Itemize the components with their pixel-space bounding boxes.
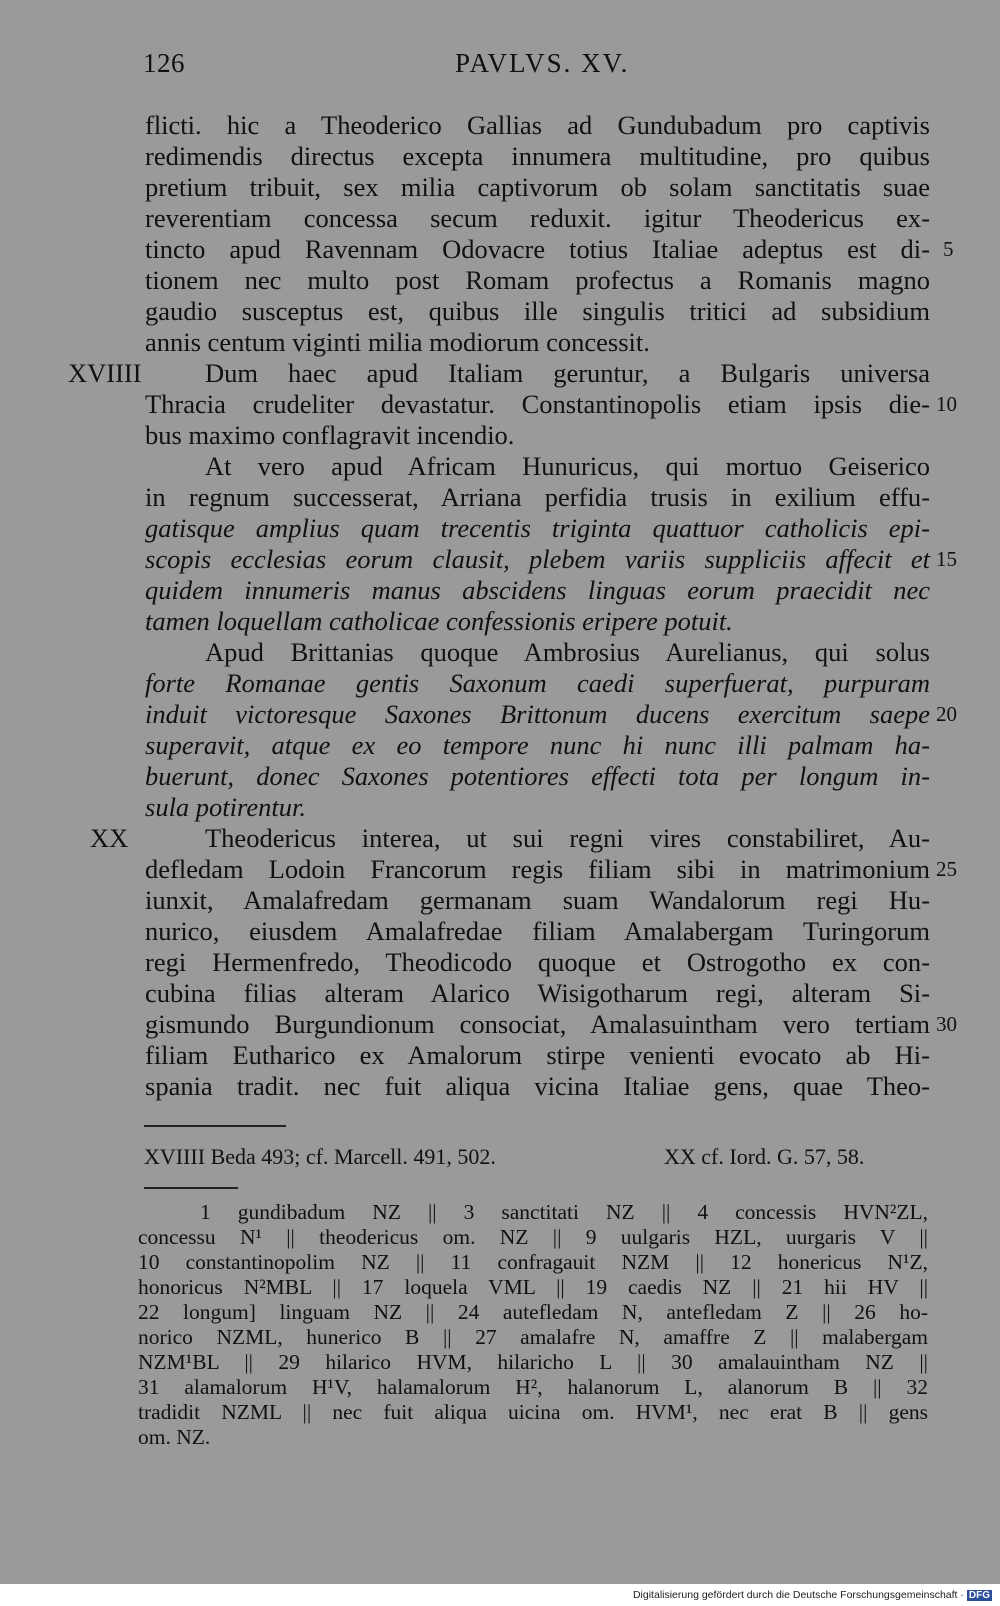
text-line: scopis ecclesias eorum clausit, plebem variis suppliciis affecit et [145,544,930,574]
text-line: in regnum successerat, Arriana perfidia trusis in exilium effu- [145,482,930,512]
text-line: flicti. hic a Theoderico Gallias ad Gundubadum pro captivis [145,110,930,140]
apparatus-line: 10 constantinopolim NZ || 11 confragauit NZM || 12 honericus N¹Z, [138,1250,928,1274]
text-line: gaudio susceptus est, quibus ille singulis tritici ad subsidium [145,296,930,326]
text-line: Apud Brittanias quoque Ambrosius Aurelianus, qui solus [205,637,930,667]
page-number: 126 [143,48,185,78]
text-line: Theodericus interea, ut sui regni vires constabiliret, Au- [205,823,930,853]
apparatus-line: norico NZML, hunerico B || 27 amalafre N, amaffre Z || malabergam [138,1325,928,1349]
line-number: 30 [936,1012,957,1036]
apparatus-line: om. NZ. [138,1425,211,1449]
text-line: filiam Eutharico ex Amalorum stirpe venienti evocato ab Hi- [145,1040,930,1070]
text-line: buerunt, donec Saxones potentiores effecti tota per longum in- [145,761,930,791]
text-line: redimendis directus excepta innumera multitudine, pro quibus [145,141,930,171]
text-line: quidem innumeris manus abscidens linguas eorum praecidit nec [145,575,930,605]
text-line: gatisque amplius quam trecentis triginta quattuor catholicis epi- [145,513,930,543]
text-line: regi Hermenfredo, Theodicodo quoque et Ostrogotho ex con- [145,947,930,977]
line-number: 25 [936,857,957,881]
line-number: 5 [943,237,954,261]
line-number: 20 [936,702,957,726]
chapter-mark: XX [90,823,129,853]
text-line: iunxit, Amalafredam germanam suam Wandalorum regi Hu- [145,885,930,915]
apparatus-line: NZM¹BL || 29 hilarico HVM, hilaricho L || 30 amalauintham NZ || [138,1350,928,1374]
chapter-mark: XVIIII [68,358,142,388]
apparatus-line: 31 alamalorum H¹V, halamalorum H², halanorum L, alanorum B || 32 [138,1375,928,1399]
line-number: 10 [936,392,957,416]
apparatus-line: tradidit NZML || nec fuit aliqua uicina om. HVM¹, nec erat B || gens [138,1400,928,1424]
text-line: tincto apud Ravennam Odovacre totius Italiae adeptus est di- [145,234,930,264]
footer-text: Digitalisierung gefördert durch die Deutsche Forschungsgemeinschaft · [632,1589,964,1601]
text-line: nurico, eiusdem Amalafredae filiam Amalabergam Turingorum [145,916,930,946]
dfg-logo: DFG [968,1590,990,1601]
divider [144,1125,286,1127]
text-line: sula potirentur. [145,792,306,822]
text-line: defledam Lodoin Francorum regis filiam sibi in matrimonium [145,854,930,884]
apparatus-line: concessu N¹ || theodericus om. NZ || 9 uulgaris HZL, uurgaris V || [138,1225,928,1249]
text-line: tamen loquellam catholicae confessionis eripere potuit. [145,606,733,636]
source-references [144,1144,928,1170]
funding-footer [633,1589,992,1601]
text-line: pretium tribuit, sex milia captivorum ob solam sanctitatis suae [145,172,930,202]
text-line: At vero apud Africam Hunuricus, qui mortuo Geiserico [205,451,930,481]
text-line: cubina filias alteram Alarico Wisigotharum regi, alteram Si- [145,978,930,1008]
text-line: gismundo Burgundionum consociat, Amalasuintham vero tertiam [145,1009,930,1039]
source-left: XVIIII Beda 493; cf. Marcell. 491, 502. [144,1144,496,1169]
text-line: tionem nec multo post Romam profectus a Romanis magno [145,265,930,295]
text-line: forte Romanae gentis Saxonum caedi superfuerat, purpuram [145,668,930,698]
apparatus-line: honoricus N²MBL || 17 loquela VML || 19 caedis NZ || 21 hii HV || [138,1275,928,1299]
line-number: 15 [936,547,957,571]
text-line: Dum haec apud Italiam geruntur, a Bulgaris universa [205,358,930,388]
running-title: PAVLVS. XV. [455,48,630,78]
text-line: induit victoresque Saxones Brittonum ducens exercitum saepe [145,699,930,729]
divider [144,1187,238,1189]
apparatus-line: 22 longum] linguam NZ || 24 autefledam N, antefledam Z || 26 ho- [138,1300,928,1324]
text-line: Thracia crudeliter devastatur. Constantinopolis etiam ipsis die- [145,389,930,419]
text-line: annis centum viginti milia modiorum concessit. [145,327,650,357]
text-line: bus maximo conflagravit incendio. [145,420,515,450]
text-line: superavit, atque ex eo tempore nunc hi nunc illi palmam ha- [145,730,930,760]
apparatus-line: 1 gundibadum NZ || 3 sanctitati NZ || 4 concessis HVN²ZL, [200,1200,928,1224]
text-line: spania tradit. nec fuit aliqua vicina Italiae gens, quae Theo- [145,1071,930,1101]
source-right: XX cf. Iord. G. 57, 58. [664,1144,865,1169]
text-line: reverentiam concessa secum reduxit. igitur Theodericus ex- [145,203,930,233]
